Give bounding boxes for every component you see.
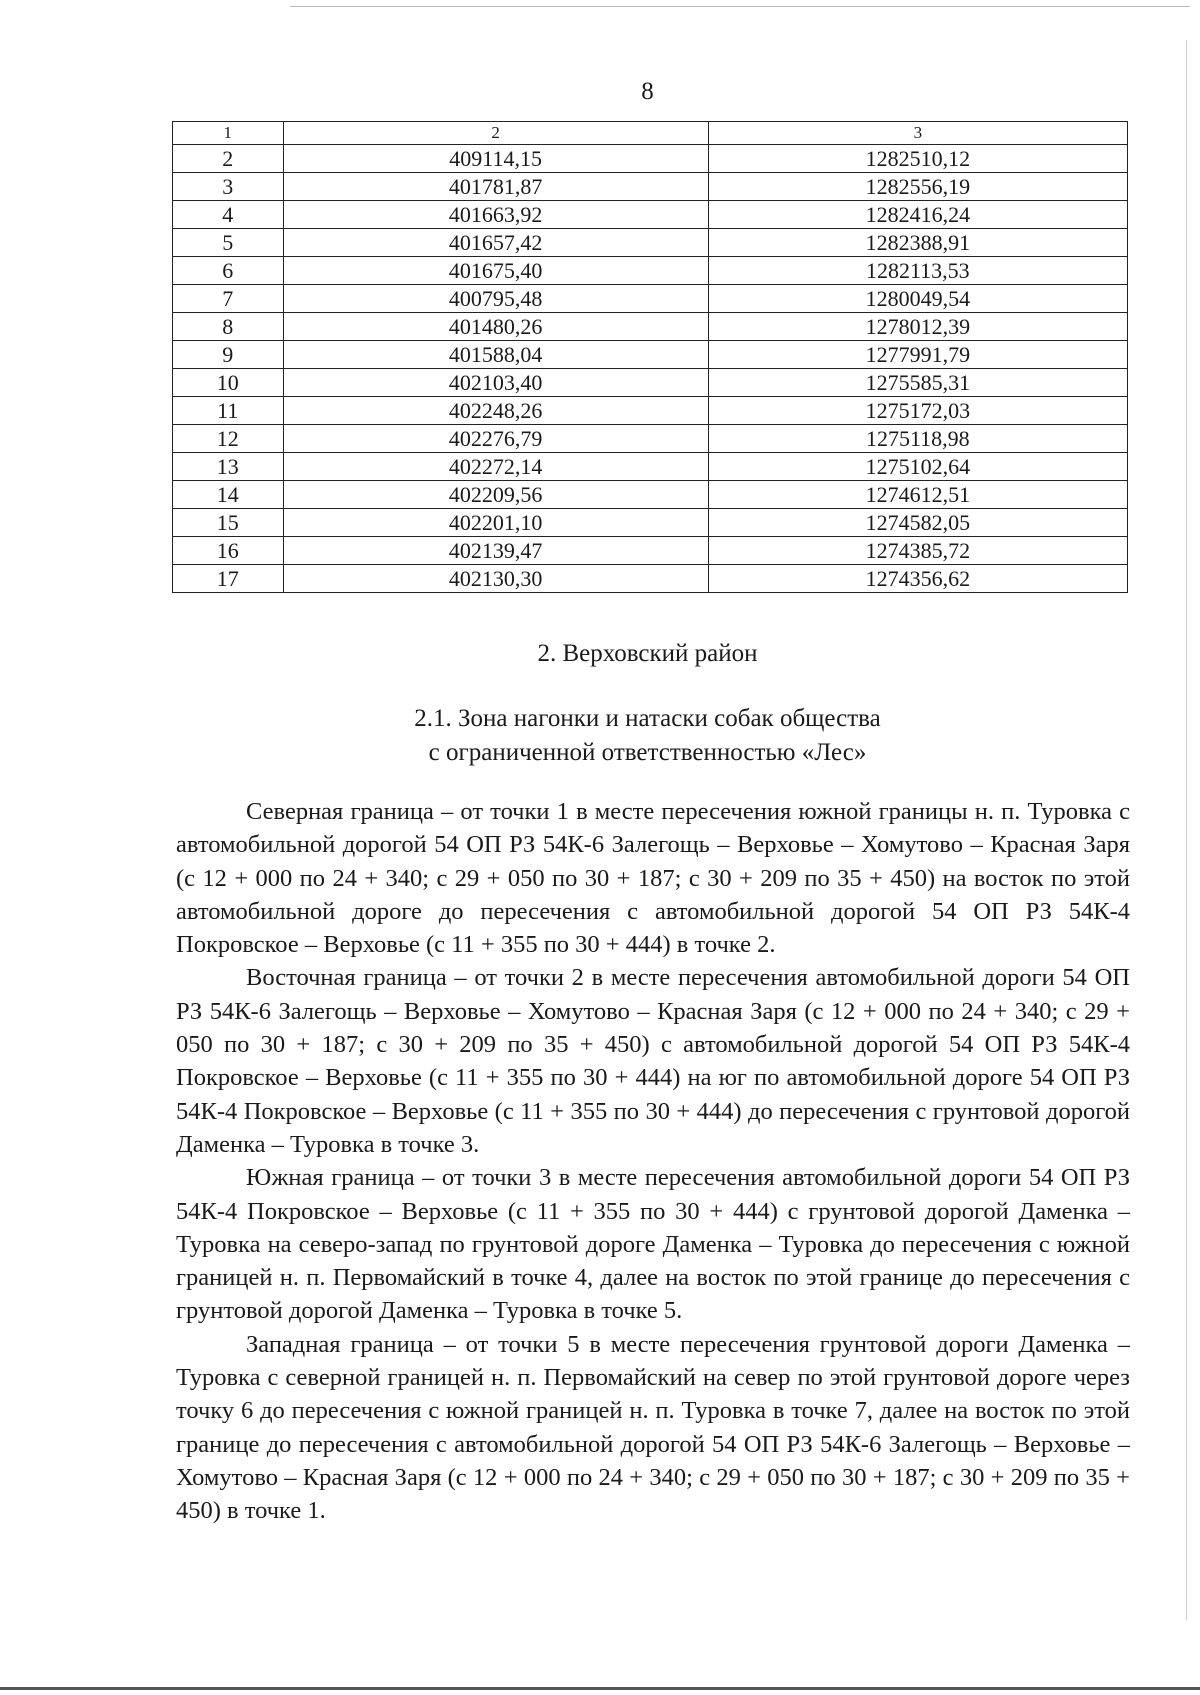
y-coordinate-cell: 1275118,98	[708, 425, 1127, 453]
table-row	[173, 369, 1128, 397]
x-coordinate-cell: 402201,10	[283, 509, 708, 537]
coordinates-table	[172, 121, 1128, 593]
subsection-title-line: 2.1. Зона нагонки и натаски собак общества	[414, 705, 881, 732]
subsection-title	[0, 702, 1200, 770]
paragraph-north-border: Северная граница – от точки 1 в месте пересечения южной границы н. п. Туровка с автомобильной дорогой 54 ОП РЗ 54К-6 Залегощь – Верховье – Хомутово – Красная Заря (с 12 + 000 по 24 + 340; с 29 + 050 по 30 + 187; с 30 + 209 по 35 + 450) на восток по этой автомобильной дороге до пересечения с автомобильной дорогой 54 ОП РЗ 54К-4 Покровское – Верховье (с 11 + 355 по 30 + 444) в точке 2.	[176, 798, 1130, 959]
point-number-cell: 14	[173, 481, 284, 509]
x-coordinate-cell: 402103,40	[283, 369, 708, 397]
y-coordinate-cell: 1274356,62	[708, 565, 1127, 593]
paragraph-south-border: Южная граница – от точки 3 в месте пересечения автомобильной дороги 54 ОП РЗ 54К-4 Покровское – Верховье (с 11 + 355 по 30 + 444) с грунтовой дорогой Даменка – Туровка на северо-запад по грунтовой дороге Даменка – Туровка до пересечения с южной границей н. п. Первомайский в точке 4, далее на восток по этой границе до пересечения с грунтовой дорогой Даменка – Туровка в точке 5.	[176, 1164, 1130, 1325]
point-number-cell: 3	[173, 173, 284, 201]
scan-edge-bottom	[0, 1687, 1200, 1690]
table-row	[173, 145, 1128, 173]
table-header-cell: 2	[283, 122, 708, 145]
point-number-cell: 7	[173, 285, 284, 313]
y-coordinate-cell: 1282388,91	[708, 229, 1127, 257]
x-coordinate-cell: 402139,47	[283, 537, 708, 565]
point-number-cell: 6	[173, 257, 284, 285]
y-coordinate-cell: 1278012,39	[708, 313, 1127, 341]
point-number-cell: 8	[173, 313, 284, 341]
x-coordinate-cell: 401663,92	[283, 201, 708, 229]
table-row	[173, 509, 1128, 537]
y-coordinate-cell: 1282556,19	[708, 173, 1127, 201]
y-coordinate-cell: 1274385,72	[708, 537, 1127, 565]
subsection-title-line: с ограниченной ответственностью «Лес»	[428, 739, 867, 766]
x-coordinate-cell: 400795,48	[283, 285, 708, 313]
paragraph-west-border: Западная граница – от точки 5 в месте пересечения грунтовой дороги Даменка – Туровка с северной границей н. п. Первомайский на север по этой грунтовой дороге через точку 6 до пересечения с южной границей н. п. Туровка в точке 7, далее на восток по этой границе до пересечения с автомобильной дорогой 54 ОП РЗ 54К-6 Залегощь – Верховье – Хомутово – Красная Заря (с 12 + 000 по 24 + 340; с 29 + 050 по 30 + 187; с 30 + 209 по 35 + 450) в точке 1.	[176, 1330, 1130, 1525]
x-coordinate-cell: 402248,26	[283, 397, 708, 425]
y-coordinate-cell: 1282113,53	[708, 257, 1127, 285]
table-row	[173, 229, 1128, 257]
table-row	[173, 565, 1128, 593]
point-number-cell: 13	[173, 453, 284, 481]
page-number: 8	[641, 78, 654, 105]
section-title: 2. Верховский район	[537, 640, 758, 667]
table-row	[173, 425, 1128, 453]
x-coordinate-cell: 401480,26	[283, 313, 708, 341]
point-number-cell: 10	[173, 369, 284, 397]
y-coordinate-cell: 1275172,03	[708, 397, 1127, 425]
table-row	[173, 285, 1128, 313]
table-row	[173, 341, 1128, 369]
table-header-cell: 1	[173, 122, 284, 145]
y-coordinate-cell: 1282510,12	[708, 145, 1127, 173]
point-number-cell: 17	[173, 565, 284, 593]
point-number-cell: 15	[173, 509, 284, 537]
point-number-cell: 4	[173, 201, 284, 229]
point-number-cell: 16	[173, 537, 284, 565]
table-row	[173, 537, 1128, 565]
x-coordinate-cell: 401588,04	[283, 341, 708, 369]
x-coordinate-cell: 409114,15	[283, 145, 708, 173]
table-header-cell: 3	[708, 122, 1127, 145]
point-number-cell: 12	[173, 425, 284, 453]
scan-edge-right	[1186, 40, 1187, 1620]
x-coordinate-cell: 402130,30	[283, 565, 708, 593]
point-number-cell: 5	[173, 229, 284, 257]
table-row	[173, 313, 1128, 341]
table-row	[173, 481, 1128, 509]
y-coordinate-cell: 1275102,64	[708, 453, 1127, 481]
paragraph-east-border: Восточная граница – от точки 2 в месте пересечения автомобильной дороги 54 ОП РЗ 54К-6 Залегощь – Верховье – Хомутово – Красная Заря (с 12 + 000 по 24 + 340; с 29 + 050 по 30 + 187; с 30 + 209 по 35 + 450) с автомобильной дорогой 54 ОП РЗ 54К-4 Покровское – Верховье (с 11 + 355 по 30 + 444) на юг по автомобильной дороге 54 ОП РЗ 54К-4 Покровское – Верховье (с 11 + 355 по 30 + 444) до пересечения с грунтовой дорогой Даменка – Туровка в точке 3.	[176, 964, 1130, 1158]
x-coordinate-cell: 402276,79	[283, 425, 708, 453]
x-coordinate-cell: 401675,40	[283, 257, 708, 285]
y-coordinate-cell: 1274582,05	[708, 509, 1127, 537]
body-text	[176, 795, 1130, 1528]
table-row	[173, 201, 1128, 229]
table-row	[173, 173, 1128, 201]
point-number-cell: 9	[173, 341, 284, 369]
scan-edge-top	[290, 6, 1190, 7]
table-row	[173, 257, 1128, 285]
x-coordinate-cell: 401781,87	[283, 173, 708, 201]
x-coordinate-cell: 402209,56	[283, 481, 708, 509]
table-header-row	[173, 122, 1128, 145]
y-coordinate-cell: 1274612,51	[708, 481, 1127, 509]
table-row	[173, 453, 1128, 481]
point-number-cell: 11	[173, 397, 284, 425]
table-row	[173, 397, 1128, 425]
y-coordinate-cell: 1275585,31	[708, 369, 1127, 397]
point-number-cell: 2	[173, 145, 284, 173]
x-coordinate-cell: 401657,42	[283, 229, 708, 257]
y-coordinate-cell: 1280049,54	[708, 285, 1127, 313]
y-coordinate-cell: 1277991,79	[708, 341, 1127, 369]
y-coordinate-cell: 1282416,24	[708, 201, 1127, 229]
x-coordinate-cell: 402272,14	[283, 453, 708, 481]
